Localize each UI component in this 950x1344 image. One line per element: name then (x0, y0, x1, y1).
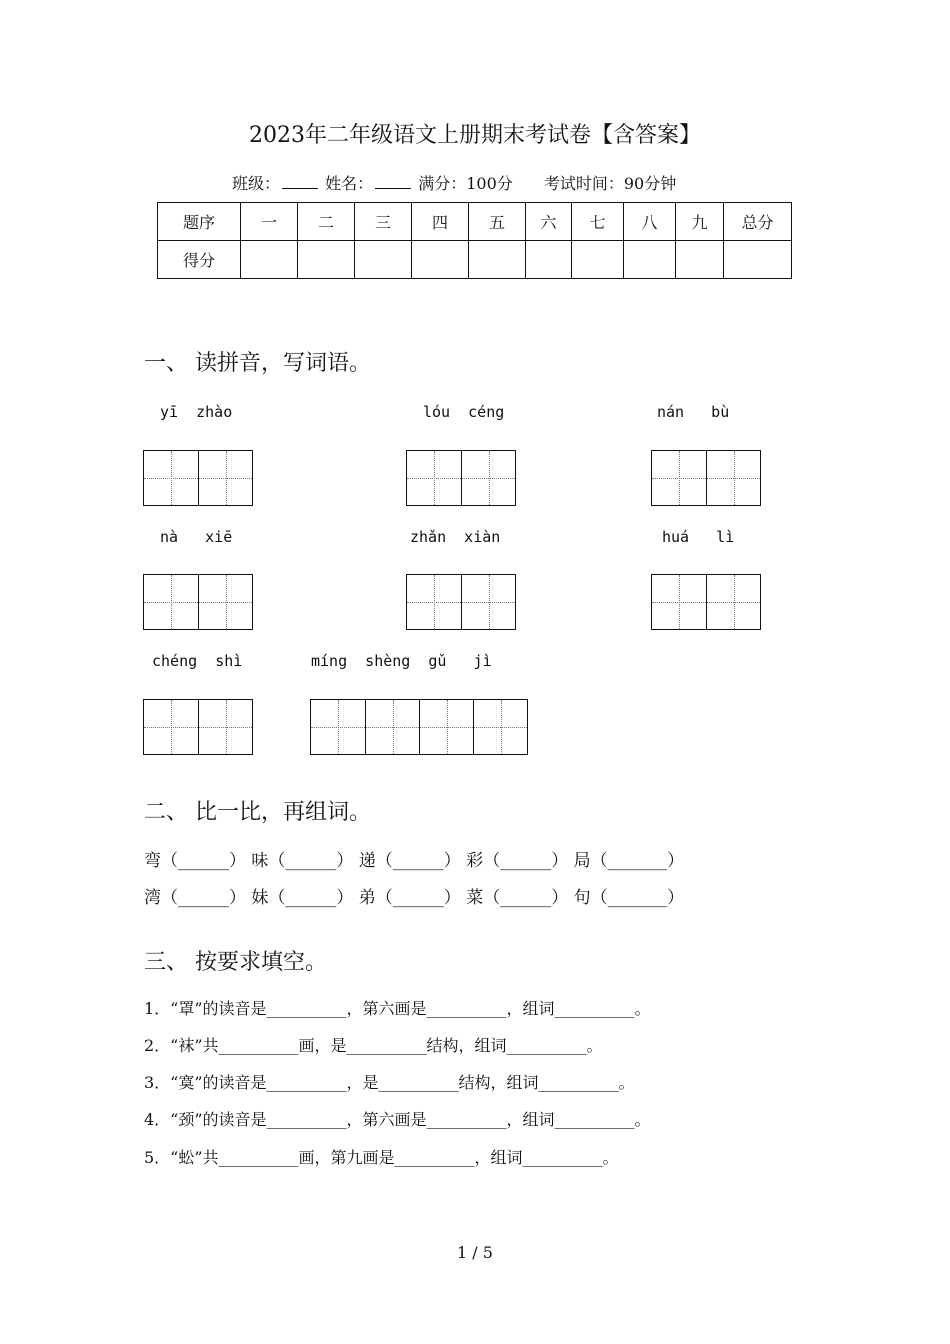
page-title: 2023年二年级语文上册期末考试卷【含答案】 (249, 123, 701, 148)
writing-grid[interactable] (310, 699, 528, 755)
fill-line: 3．“寞”的读音是__________，是__________结构，组词__________。 (144, 1073, 635, 1092)
section3-heading: 三、 按要求填空。 (144, 950, 327, 975)
writing-grid[interactable] (406, 574, 516, 630)
score-cell[interactable] (526, 241, 572, 279)
score-table (157, 202, 792, 279)
exam-time: 考试时间：90分钟 (543, 174, 677, 193)
pinyin-label: nà xiē (160, 528, 233, 546)
header-cell: 六 (526, 203, 572, 241)
header-cell: 八 (624, 203, 676, 241)
class-blank[interactable] (282, 174, 318, 189)
score-cell[interactable] (624, 241, 676, 279)
row-label: 得分 (158, 241, 241, 279)
writing-grid[interactable] (406, 450, 516, 506)
full-score: 满分：100分 (418, 174, 513, 193)
header-cell: 二 (298, 203, 355, 241)
name-label: 姓名： (325, 174, 374, 193)
pinyin-label: yī zhào (160, 403, 233, 421)
name-blank[interactable] (375, 174, 411, 189)
header-cell: 总分 (724, 203, 792, 241)
student-info (232, 171, 676, 194)
section2-heading: 二、 比一比，再组词。 (144, 800, 371, 825)
writing-grid[interactable] (143, 574, 253, 630)
score-cell[interactable] (298, 241, 355, 279)
section1-heading: 一、 读拼音，写词语。 (144, 351, 371, 376)
header-cell: 题序 (158, 203, 241, 241)
compare-row: 弯（______） 味（______） 递（______） 彩（______） 局（_______） (144, 851, 685, 871)
page-number: 1 / 5 (457, 1243, 493, 1262)
score-table-header (158, 203, 792, 241)
header-cell: 五 (469, 203, 526, 241)
score-cell[interactable] (676, 241, 724, 279)
fill-line: 4．“颈”的读音是__________，第六画是__________，组词__________。 (144, 1110, 651, 1129)
pinyin-label: nán bù (657, 403, 730, 421)
score-cell[interactable] (412, 241, 469, 279)
pinyin-label: huá lì (662, 528, 735, 546)
header-cell: 三 (355, 203, 412, 241)
writing-grid[interactable] (143, 450, 253, 506)
pinyin-label: zhǎn xiàn (410, 528, 501, 546)
fill-line: 2．“袜”共__________画，是__________结构，组词__________。 (144, 1036, 603, 1055)
score-cell[interactable] (355, 241, 412, 279)
header-cell: 四 (412, 203, 469, 241)
pinyin-label: míng shèng gǔ jì (311, 652, 492, 670)
score-cell[interactable] (241, 241, 298, 279)
writing-grid[interactable] (143, 699, 253, 755)
pinyin-label: lóu céng (423, 403, 505, 421)
score-cell[interactable] (469, 241, 526, 279)
pinyin-label: chéng shì (152, 652, 243, 670)
compare-row: 湾（______） 妹（______） 弟（______） 菜（______） 句（_______） (144, 888, 685, 908)
class-label: 班级： (232, 174, 281, 193)
score-table-row (158, 241, 792, 279)
score-cell[interactable] (724, 241, 792, 279)
fill-line: 1．“罩”的读音是__________，第六画是__________，组词__________。 (144, 999, 651, 1018)
header-cell: 九 (676, 203, 724, 241)
fill-line: 5．“蚣”共__________画，第九画是__________，组词__________。 (144, 1148, 619, 1167)
header-cell: 七 (572, 203, 624, 241)
writing-grid[interactable] (651, 450, 761, 506)
header-cell: 一 (241, 203, 298, 241)
writing-grid[interactable] (651, 574, 761, 630)
score-cell[interactable] (572, 241, 624, 279)
